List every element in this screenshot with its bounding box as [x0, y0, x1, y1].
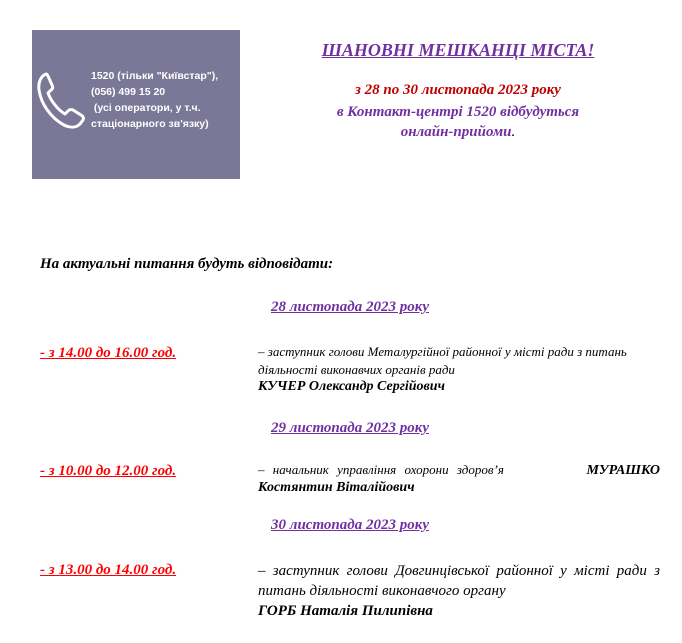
- official-description: [258, 461, 660, 496]
- announcement-line-2: в Контакт-центрі 1520 відбудуться: [336, 104, 580, 120]
- official-description: [258, 561, 660, 621]
- contact-line: стаціонарного зв'язку): [91, 118, 209, 130]
- announcement-title: ШАНОВНІ МЕШКАНЦІ МІСТА!: [321, 40, 595, 60]
- official-description: [258, 343, 660, 395]
- official-position: – начальник управління охорони здоров’я: [258, 462, 504, 477]
- announcement-line-3: [258, 124, 658, 141]
- official-surname: МУРАШКО: [586, 463, 660, 478]
- contact-line: (усі оператори, у т.ч.: [91, 102, 201, 114]
- day-heading: 28 листопада 2023 року: [271, 299, 429, 315]
- announcement-dates: з 28 по 30 листопада 2023 року: [355, 82, 561, 98]
- official-position-row: [258, 461, 660, 480]
- time-slot: - з 14.00 до 16.00 год.: [40, 345, 177, 361]
- official-name: КУЧЕР Олександр Сергійович: [258, 379, 445, 394]
- announcement-line-3-end: .: [511, 124, 516, 140]
- contact-card: [32, 30, 240, 179]
- time-slot: - з 13.00 до 14.00 год.: [40, 562, 177, 578]
- intro-text: На актуальні питання будуть відповідати:: [40, 256, 334, 272]
- contact-line: (056) 499 15 20: [91, 86, 166, 98]
- official-name: ГОРБ Наталія Пилипівна: [258, 603, 433, 619]
- contact-line: 1520 (тільки "Київстар"),: [91, 70, 219, 82]
- contact-phone-text: [91, 68, 241, 132]
- day-heading: 29 листопада 2023 року: [271, 420, 429, 436]
- official-name: Костянтин Віталійович: [258, 480, 415, 495]
- day-heading: 30 листопада 2023 року: [271, 517, 429, 533]
- phone-icon: [36, 70, 88, 130]
- official-position: – заступник голови Довгинцівської районної у місті ради з питань діяльності виконавчого органу: [258, 563, 660, 599]
- announcement-line-3-text: онлайн-прийоми: [400, 124, 512, 140]
- time-slot: - з 10.00 до 12.00 год.: [40, 463, 177, 479]
- official-position: – заступник голови Металургійної районної у місті ради з питань діяльності виконавчих органів ради: [258, 344, 627, 377]
